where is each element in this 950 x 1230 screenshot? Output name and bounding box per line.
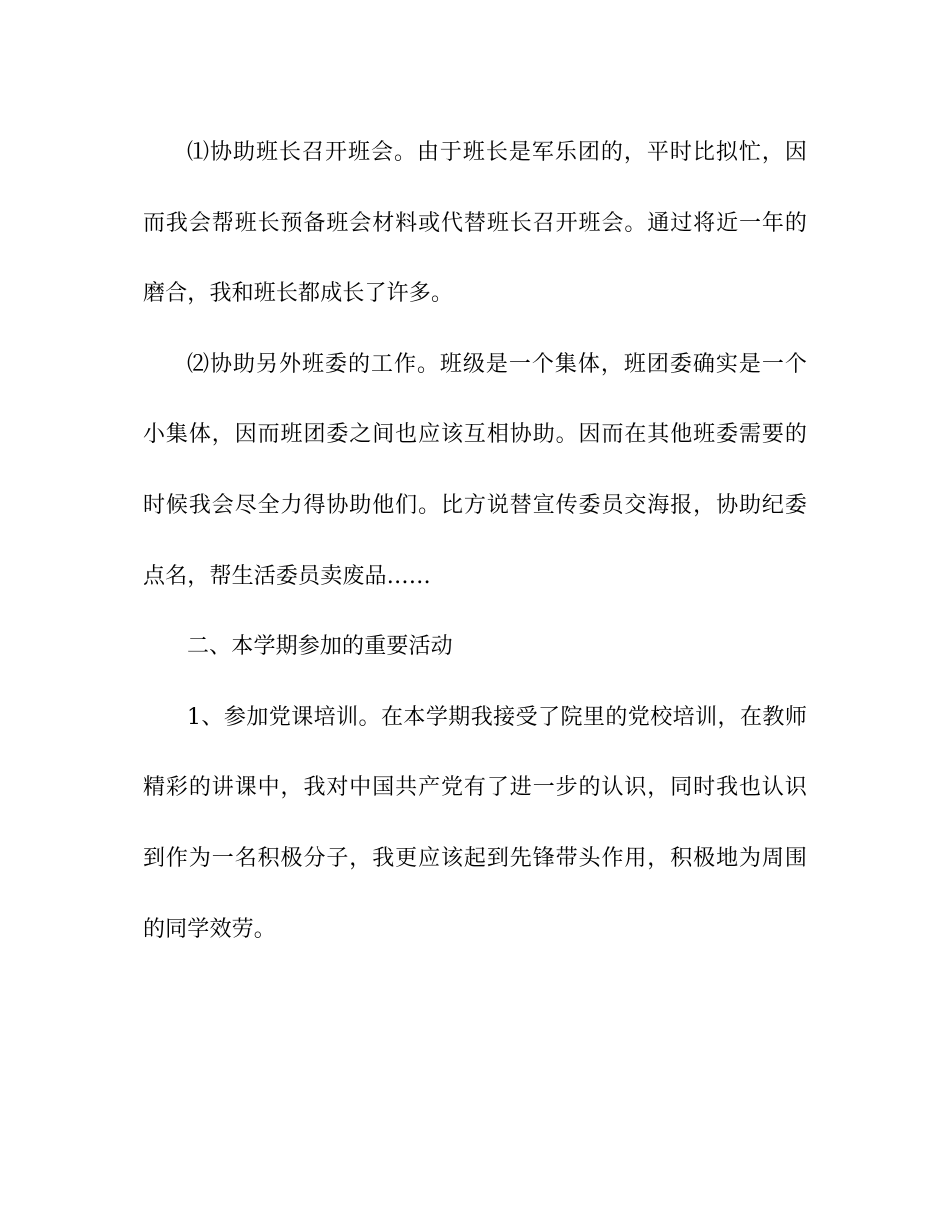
- section-heading-activities: 二、本学期参加的重要活动: [187, 634, 453, 660]
- paragraph-assist-committee: ⑵协助另外班委的工作。班级是一个集体，班团委确实是一个小集体，因而班团委之间也应该互相协助。因而在其他班委需要的时候我会尽全力得协助他们。比方说替宣传委员交海报，协助纪委点名，帮生活委员卖废品……: [143, 351, 807, 589]
- document-body: [143, 118, 807, 965]
- paragraph-assist-monitor: ⑴协助班长召开班会。由于班长是军乐团的，平时比拟忙，因而我会帮班长预备班会材料或代替班长召开班会。通过将近一年的磨合，我和班长都成长了许多。: [143, 140, 807, 307]
- paragraph-party-training: 1、参加党课培训。在本学期我接受了院里的党校培训，在教师精彩的讲课中，我对中国共产党有了进一步的认识，同时我也认识到作为一名积极分子，我更应该起到先锋带头作用，积极地为周围的同学效劳。: [143, 704, 807, 942]
